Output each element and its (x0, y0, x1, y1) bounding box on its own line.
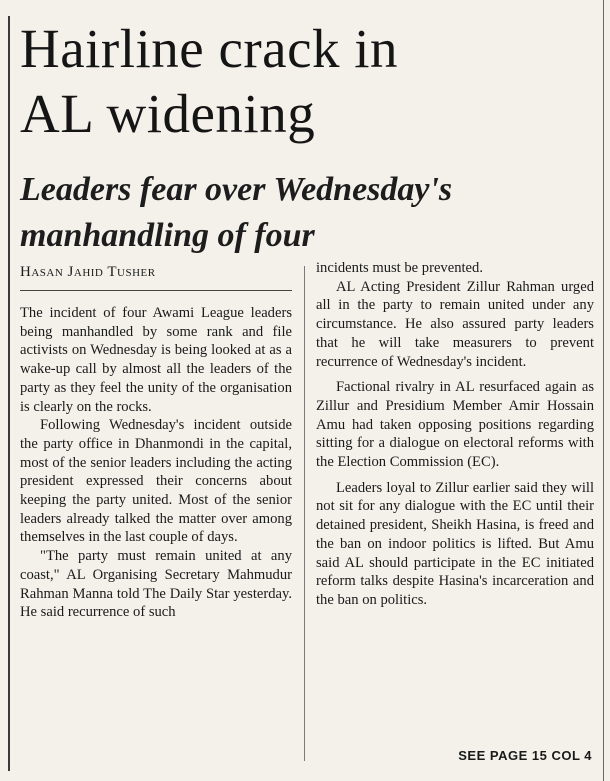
headline-line-1: Hairline crack in (20, 18, 399, 79)
headline (20, 16, 600, 146)
subheadline-line-2: manhandling of four (20, 217, 315, 254)
left-column-rule (8, 16, 10, 771)
byline-rule (20, 290, 292, 291)
subheadline (20, 167, 600, 259)
article-column-2 (316, 259, 594, 610)
paragraph: Leaders loyal to Zillur earlier said they will not sit for any dialogue with the EC until their detained president, Sheikh Hasina, is freed and the ban on indoor politics is lifted. But Amu said AL should participate in the EC initiated reform talks despite Hasina's incarceration and the ban on politics. (316, 479, 594, 608)
continuation-note: SEE PAGE 15 COL 4 (458, 748, 592, 763)
paragraph: The incident of four Awami League leaders being manhandled by some rank and file activists on Wednesday is being looked at as a wake-up call by almost all the leaders of the party as they feel the unity of the organisation is clearly on the rocks. (20, 305, 292, 415)
headline-line-2: AL widening (20, 83, 316, 144)
paragraph: Following Wednesday's incident outside the party office in Dhanmondi in the capital, most of the senior leaders including the acting president expressed their concerns about keeping the party united. Most of the senior leaders already talked the matter over among themselves in the last couple of days. (20, 417, 292, 546)
paragraph: Factional rivalry in AL resurfaced again as Zillur and Presidium Member Amir Hossain Amu had taken opposing positions regarding sitting for a dialogue on electoral reforms with the Election Commission (EC). (316, 379, 594, 471)
paragraph: "The party must remain united at any coast," AL Organising Secretary Mahmudur Rahman Manna told The Daily Star yesterday. He said recurrence of such (20, 548, 292, 621)
article-column-1 (20, 304, 292, 622)
subheadline-line-1: Leaders fear over Wednesday's (20, 171, 453, 208)
right-column-rule (603, 0, 604, 781)
paragraph: incidents must be prevented. (316, 260, 483, 276)
byline: Hasan Jahid Tusher (20, 264, 156, 280)
column-divider (304, 266, 305, 761)
paragraph: AL Acting President Zillur Rahman urged all in the party to remain united under any circumstance. He also assured party leaders that he will take measurers to prevent recurrence of Wednesday's incident. (316, 278, 594, 370)
